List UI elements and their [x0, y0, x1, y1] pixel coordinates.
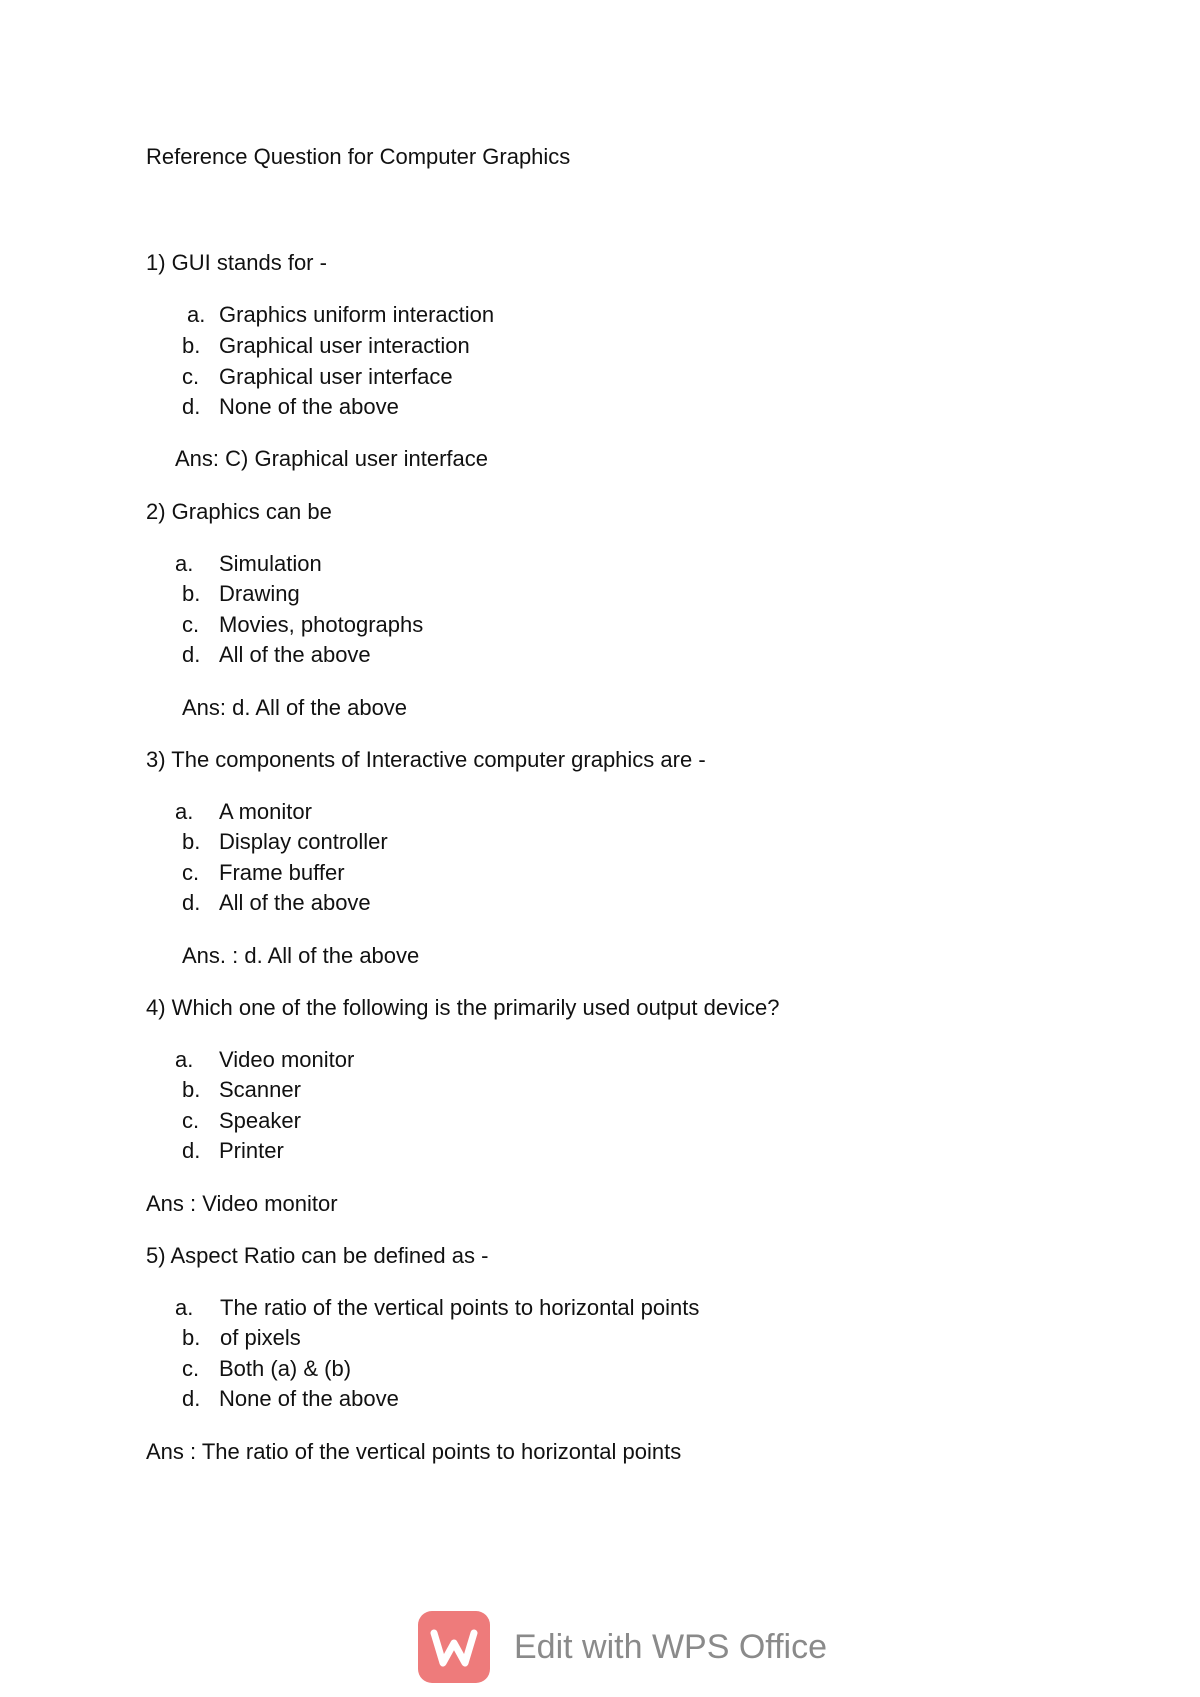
- option-text: None of the above: [219, 394, 399, 419]
- option-text: Graphical user interaction: [219, 333, 470, 358]
- option-text: Simulation: [219, 551, 322, 576]
- option-letter: b.: [182, 1325, 201, 1350]
- option-text: Printer: [219, 1138, 284, 1163]
- option-letter: a.: [175, 1047, 194, 1072]
- option-letter: a.: [187, 302, 206, 327]
- answer-4: Ans : Video monitor: [146, 1191, 338, 1216]
- option-letter: c.: [182, 364, 200, 389]
- option-letter: a.: [175, 799, 194, 824]
- wps-watermark-label: Edit with WPS Office: [514, 1628, 828, 1666]
- option-text: All of the above: [219, 642, 371, 667]
- option-letter: a.: [175, 1295, 194, 1320]
- question-2: 2) Graphics can be: [146, 499, 332, 524]
- answer-1: Ans: C) Graphical user interface: [175, 446, 489, 471]
- option-text: Drawing: [219, 581, 300, 606]
- answer-3: Ans. : d. All of the above: [182, 943, 420, 968]
- option-letter: d.: [182, 394, 201, 419]
- option-letter: d.: [182, 1138, 201, 1163]
- option-text: None of the above: [219, 1386, 399, 1411]
- option-text: Graphics uniform interaction: [219, 302, 495, 327]
- answer-5: Ans : The ratio of the vertical points to horizontal points: [146, 1439, 682, 1464]
- option-text: All of the above: [219, 890, 371, 915]
- option-letter: b.: [182, 829, 201, 854]
- option-text: Video monitor: [219, 1047, 355, 1072]
- option-text: Frame buffer: [219, 860, 345, 885]
- option-text: Graphical user interface: [219, 364, 453, 389]
- option-letter: d.: [182, 890, 201, 915]
- option-text: Display controller: [219, 829, 388, 854]
- option-letter: c.: [182, 612, 200, 637]
- option-text: Scanner: [219, 1077, 301, 1102]
- option-letter: c.: [182, 1356, 200, 1381]
- option-letter: a.: [175, 551, 194, 576]
- option-text: A monitor: [219, 799, 312, 824]
- option-text: Movies, photographs: [219, 612, 424, 637]
- option-text: Both (a) & (b): [219, 1356, 352, 1381]
- answer-2: Ans: d. All of the above: [182, 695, 408, 720]
- question-1: 1) GUI stands for -: [146, 250, 327, 275]
- option-letter: d.: [182, 1386, 201, 1411]
- option-letter: b.: [182, 1077, 201, 1102]
- option-letter: c.: [182, 860, 200, 885]
- wps-logo-icon: [418, 1611, 490, 1683]
- option-letter: d.: [182, 642, 201, 667]
- wps-watermark[interactable]: [418, 1611, 848, 1687]
- question-3: 3) The components of Interactive computer graphics are -: [146, 747, 706, 772]
- option-letter: b.: [182, 333, 201, 358]
- option-letter: c.: [182, 1108, 200, 1133]
- question-4: 4) Which one of the following is the primarily used output device?: [146, 995, 780, 1020]
- question-5: 5) Aspect Ratio can be defined as -: [146, 1243, 489, 1268]
- document-title: Reference Question for Computer Graphics: [146, 144, 571, 169]
- option-text: Speaker: [219, 1108, 301, 1133]
- option-letter: b.: [182, 581, 201, 606]
- option-text: of pixels: [220, 1325, 301, 1350]
- option-text: The ratio of the vertical points to horizontal points: [220, 1295, 700, 1320]
